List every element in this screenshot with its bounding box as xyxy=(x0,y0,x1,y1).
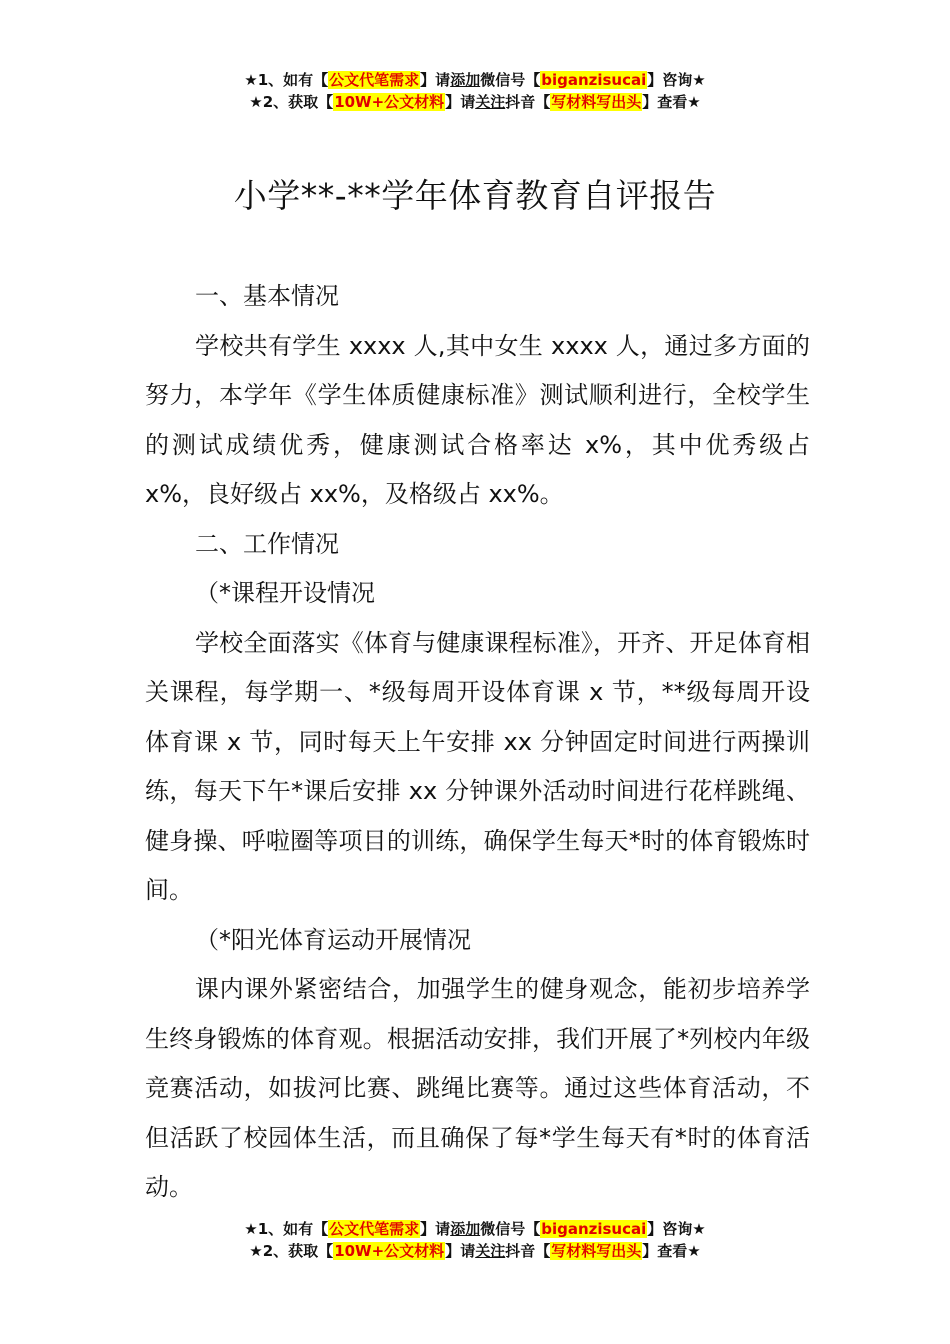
promo-highlight: 10W+公文材料 xyxy=(334,93,445,111)
subsection-heading: （*阳光体育运动开展情况 xyxy=(195,925,471,954)
promo-highlight: 公文代笔需求 xyxy=(329,71,420,89)
promo-text: ★1、如有【 xyxy=(244,71,329,89)
promo-highlight: 写材料写出头 xyxy=(551,93,642,111)
document-title: 小学**-**学年体育教育自评报告 xyxy=(233,176,717,215)
section-heading: 一、基本情况 xyxy=(195,282,339,310)
paragraph: 学校共有学生 xxxx 人,其中女生 xxxx 人，通过多方面的努力，本学年《学生体质健康标准》测试顺利进行，全校学生的测试成绩优秀，健康测试合格率达 x%，其中优秀级占 x%，良好级占 xx%，及格级占 xx%。 xyxy=(145,331,810,508)
promo-underlined-text: 添加 xyxy=(450,71,481,89)
promo-text: 】查看★ xyxy=(642,93,701,111)
promo-text: 】查看★ xyxy=(642,1242,701,1260)
promo-text: 】请 xyxy=(445,93,476,111)
subsection-heading: （*课程开设情况 xyxy=(195,579,375,607)
promo-line-1 xyxy=(0,1218,950,1240)
promo-text: 】请 xyxy=(420,71,451,89)
promo-highlight: biganzisucai xyxy=(541,71,647,89)
promo-underlined-text: 关注 xyxy=(475,93,506,111)
promo-text: 】咨询★ xyxy=(647,71,706,89)
promo-highlight: 10W+公文材料 xyxy=(334,1242,445,1260)
promo-line-2 xyxy=(0,91,950,113)
promo-text: 抖音【 xyxy=(505,93,551,111)
promo-highlight: 公文代笔需求 xyxy=(329,1220,420,1238)
promo-text: 】请 xyxy=(420,1220,451,1238)
section-heading: 二、工作情况 xyxy=(195,529,339,558)
promo-highlight: 写材料写出头 xyxy=(551,1242,642,1260)
promo-text: ★1、如有【 xyxy=(244,1220,329,1238)
promo-underlined-text: 添加 xyxy=(450,1220,481,1238)
promo-text: 微信号【 xyxy=(480,1220,541,1238)
promo-text: ★2、获取【 xyxy=(249,93,334,111)
promo-text: 抖音【 xyxy=(505,1242,551,1260)
promo-banner-bottom xyxy=(0,1218,950,1262)
paragraph: 学校全面落实《体育与健康课程标准》，开齐、开足体育相关课程，每学期一、*级每周开设体育课 x 节，**级每周开设体育课 x 节，同时每天上午安排 xx 分钟固定时间进行两操训练，每天下午*课后安排 xx 分钟课外活动时间进行花样跳绳、健身操、呼啦圈等项目的训练，确保学生每天*时的体育锻炼时间。 xyxy=(145,628,810,904)
document-body xyxy=(145,272,810,1213)
promo-banner-top xyxy=(0,69,950,113)
promo-text: 】咨询★ xyxy=(647,1220,706,1238)
promo-line-2 xyxy=(0,1240,950,1262)
promo-highlight: biganzisucai xyxy=(541,1220,647,1238)
promo-line-1 xyxy=(0,69,950,91)
promo-text: 微信号【 xyxy=(480,71,541,89)
paragraph: 课内课外紧密结合，加强学生的健身观念，能初步培养学生终身锻炼的体育观。根据活动安排，我们开展了*列校内年级竞赛活动，如拔河比赛、跳绳比赛等。通过这些体育活动，不但活跃了校园体生活，而且确保了每*学生每天有*时的体育活动。 xyxy=(145,975,810,1201)
promo-underlined-text: 关注 xyxy=(475,1242,506,1260)
promo-text: 】请 xyxy=(445,1242,476,1260)
promo-text: ★2、获取【 xyxy=(249,1242,334,1260)
